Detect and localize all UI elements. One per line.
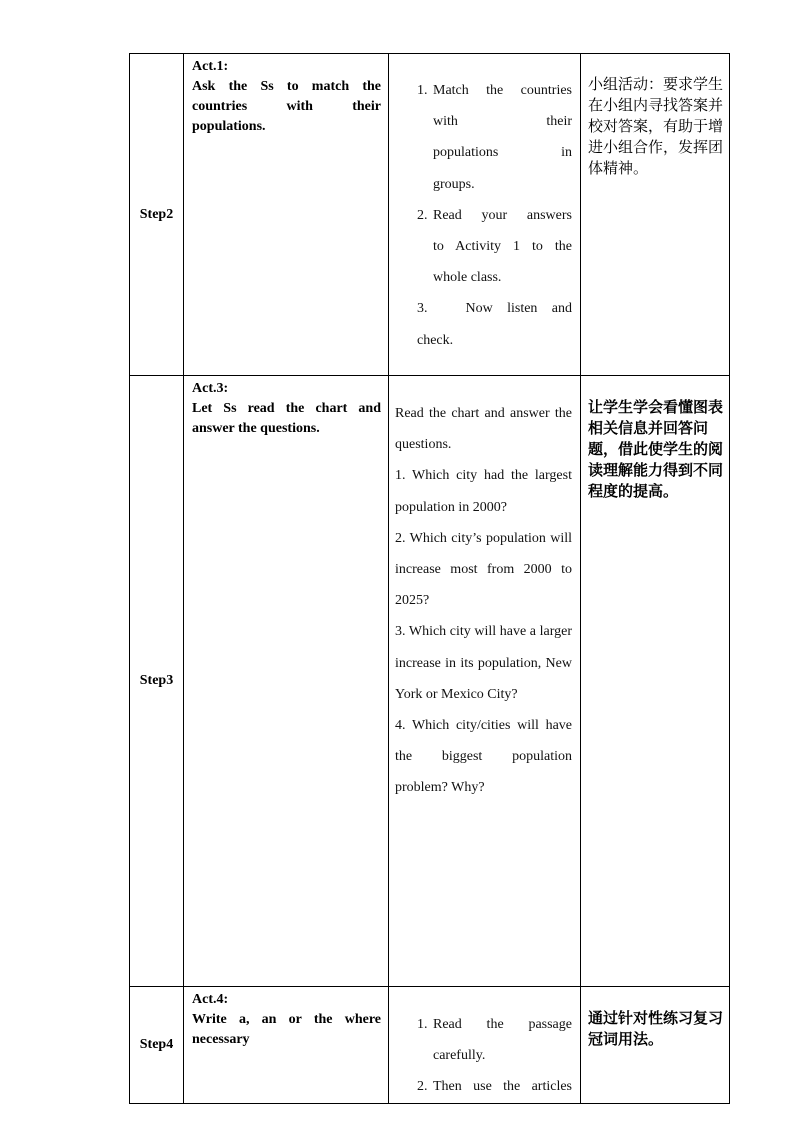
lesson-plan-table <box>129 53 730 1104</box>
procedure-intro: Read the chart and answer the questions. <box>395 406 572 453</box>
activity-description: Ask the Ss to match the countries with their populations. <box>192 79 381 134</box>
list-item: 2. Then use the articles <box>417 1079 572 1095</box>
notes-cell <box>581 376 730 987</box>
list-item: 1. Match the countries with their populations in groups. <box>417 83 572 192</box>
activity-cell <box>184 376 389 987</box>
procedure-cell <box>389 987 581 1104</box>
teaching-note: 让学生学会看懂图表相关信息并回答问题，借此使学生的阅读理解能力得到不同程度的提高。 <box>588 398 724 500</box>
step-label: Step3 <box>130 376 184 987</box>
table-row-step2 <box>130 54 730 376</box>
activity-cell <box>184 54 389 376</box>
procedure-cell <box>389 54 581 376</box>
table-row-step3 <box>130 376 730 987</box>
procedure-list <box>389 75 580 356</box>
question-4: 4. Which city/cities will have the biggest population problem? Why? <box>395 718 572 796</box>
question-2: 2. Which city’s population will increase most from 2000 to 2025? <box>395 530 572 609</box>
activity-title: Act.3: <box>192 381 229 396</box>
teaching-note: 小组活动：要求学生在小组内寻找答案并校对答案，有助于增进小组合作，发挥团体精神。 <box>588 75 724 177</box>
activity-title: Act.4: <box>192 992 229 1007</box>
question-1: 1. Which city had the largest population in 2000? <box>395 468 572 515</box>
activity-description: Let Ss read the chart and answer the questions. <box>192 401 381 436</box>
list-item: 3. Now listen and check. <box>417 301 572 348</box>
teaching-note: 通过针对性练习复习冠词用法。 <box>588 1009 724 1048</box>
table-row-step4 <box>130 987 730 1104</box>
notes-cell <box>581 987 730 1104</box>
step-label: Step4 <box>130 987 184 1104</box>
notes-cell <box>581 54 730 376</box>
list-item: 1. Read the passage carefully. <box>417 1017 572 1064</box>
question-3: 3. Which city will have a larger increase in its population, New York or Mexico City? <box>395 624 572 702</box>
list-item: 2. Read your answers to Activity 1 to the whole class. <box>417 207 572 286</box>
activity-description: Write a, an or the where necessary <box>192 1012 381 1047</box>
activity-cell <box>184 987 389 1104</box>
procedure-cell <box>389 376 581 987</box>
step-label: Step2 <box>130 54 184 376</box>
procedure-list <box>389 1009 580 1103</box>
activity-title: Act.1: <box>192 59 229 74</box>
